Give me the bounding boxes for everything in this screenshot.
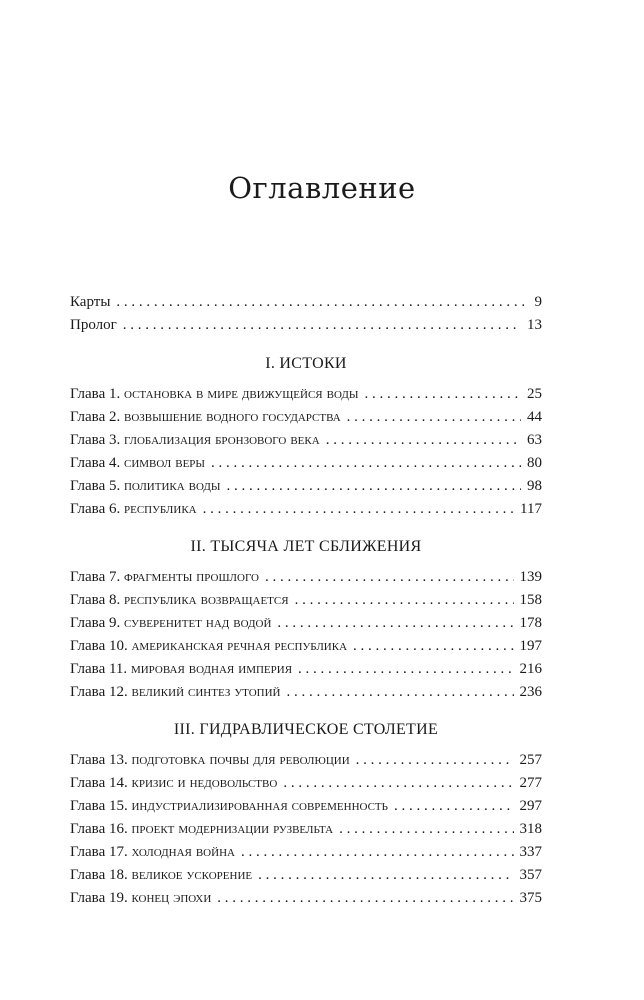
chapter-title: мировая водная империя bbox=[130, 660, 293, 677]
chapter-number: Глава 19. bbox=[70, 890, 128, 906]
toc-page-number: 80 bbox=[527, 455, 542, 471]
toc-entry-label bbox=[70, 843, 235, 861]
toc-entry-label: Карты bbox=[70, 294, 111, 310]
part-heading: II. ТЫСЯЧА ЛЕТ СБЛИЖЕНИЯ bbox=[190, 538, 422, 555]
toc-entry-chapter bbox=[70, 591, 542, 614]
chapter-number: Глава 18. bbox=[70, 867, 128, 883]
dot-leader bbox=[123, 317, 521, 334]
toc-entry-chapter bbox=[70, 774, 542, 797]
toc-entry-chapter bbox=[70, 866, 542, 889]
toc-entry-chapter bbox=[70, 797, 542, 820]
chapter-number: Глава 3. bbox=[70, 432, 121, 448]
chapter-title: символ веры bbox=[123, 454, 206, 471]
toc-entry-label bbox=[70, 614, 271, 632]
page-title: Оглавление bbox=[228, 171, 416, 206]
toc-entry-label bbox=[70, 568, 259, 586]
dot-leader bbox=[277, 615, 513, 632]
chapter-title: республика возвращается bbox=[123, 591, 289, 608]
toc-entry-label bbox=[70, 797, 388, 815]
chapter-number: Глава 12. bbox=[70, 684, 128, 700]
dot-leader bbox=[364, 386, 521, 403]
chapter-title: остановка в мире движущейся воды bbox=[123, 385, 359, 402]
chapter-title: подготовка почвы для революции bbox=[131, 751, 350, 768]
dot-leader bbox=[353, 638, 513, 655]
toc-page-number: 357 bbox=[519, 867, 542, 883]
chapter-title: индустриализированная современность bbox=[131, 797, 388, 814]
toc-entry-label bbox=[70, 500, 197, 518]
chapter-title: великое ускорение bbox=[131, 866, 253, 883]
chapter-number: Глава 10. bbox=[70, 638, 128, 654]
toc-entry-label bbox=[70, 820, 333, 838]
dot-leader bbox=[258, 867, 513, 884]
toc-entry-label bbox=[70, 454, 205, 472]
toc-page-number: 297 bbox=[519, 798, 542, 814]
chapter-title: фрагменты прошлого bbox=[123, 568, 259, 585]
chapter-number: Глава 9. bbox=[70, 615, 121, 631]
toc-entry-chapter bbox=[70, 683, 542, 706]
toc-entry-label bbox=[70, 431, 320, 449]
chapter-title: политика воды bbox=[123, 477, 221, 494]
chapter-title: глобализация бронзового века bbox=[123, 431, 320, 448]
toc-page-number: 98 bbox=[527, 478, 542, 494]
chapter-number: Глава 4. bbox=[70, 455, 121, 471]
toc-entry-label: Пролог bbox=[70, 317, 117, 333]
dot-leader bbox=[116, 294, 528, 311]
toc-entry-chapter bbox=[70, 660, 542, 683]
dot-leader bbox=[295, 592, 514, 609]
toc-page-number: 25 bbox=[527, 386, 542, 402]
dot-leader bbox=[347, 409, 521, 426]
chapter-number: Глава 6. bbox=[70, 501, 121, 517]
toc-entry-label bbox=[70, 477, 221, 495]
toc-entry-label bbox=[70, 591, 289, 609]
chapter-title: возвышение водного государства bbox=[123, 408, 341, 425]
toc-entry-chapter bbox=[70, 614, 542, 637]
toc-entry-chapter bbox=[70, 568, 542, 591]
chapter-title: проект модернизации рузвельта bbox=[131, 820, 334, 837]
dot-leader bbox=[339, 821, 513, 838]
toc-entry-label bbox=[70, 866, 252, 884]
dot-leader bbox=[265, 569, 514, 586]
chapter-title: американская речная республика bbox=[131, 637, 348, 654]
toc-entry-label bbox=[70, 774, 277, 792]
toc-page-number: 44 bbox=[527, 409, 542, 425]
toc-page-number: 337 bbox=[519, 844, 542, 860]
dot-leader bbox=[217, 890, 513, 907]
dot-leader bbox=[356, 752, 514, 769]
toc-entry-label bbox=[70, 385, 358, 403]
chapter-number: Глава 17. bbox=[70, 844, 128, 860]
toc-parts bbox=[70, 352, 542, 912]
toc-entry-maps bbox=[70, 294, 542, 317]
toc-page-number: 139 bbox=[519, 569, 542, 585]
chapter-number: Глава 2. bbox=[70, 409, 121, 425]
toc-page-number: 277 bbox=[519, 775, 542, 791]
table-of-contents bbox=[70, 294, 542, 912]
dot-leader bbox=[298, 661, 513, 678]
toc-page-number: 158 bbox=[519, 592, 542, 608]
toc-entry-chapter bbox=[70, 637, 542, 660]
toc-page-number: 9 bbox=[534, 294, 542, 310]
chapter-number: Глава 16. bbox=[70, 821, 128, 837]
dot-leader bbox=[203, 501, 514, 518]
toc-page-number: 63 bbox=[527, 432, 542, 448]
chapter-title: кризис и недовольство bbox=[131, 774, 278, 791]
toc-page-number: 216 bbox=[519, 661, 542, 677]
toc-entry-chapter bbox=[70, 500, 542, 523]
toc-entry-chapter bbox=[70, 889, 542, 912]
toc-entry-prologue bbox=[70, 317, 542, 340]
toc-entry-chapter bbox=[70, 408, 542, 431]
toc-entry-label bbox=[70, 751, 350, 769]
toc-entry-chapter bbox=[70, 385, 542, 408]
chapter-number: Глава 15. bbox=[70, 798, 128, 814]
chapter-number: Глава 14. bbox=[70, 775, 128, 791]
toc-entry-label bbox=[70, 889, 211, 907]
dot-leader bbox=[286, 684, 513, 701]
toc-entry-chapter bbox=[70, 820, 542, 843]
chapter-title: конец эпохи bbox=[131, 889, 212, 906]
toc-page-number: 13 bbox=[527, 317, 542, 333]
chapter-title: республика bbox=[123, 500, 197, 517]
toc-entry-chapter bbox=[70, 843, 542, 866]
toc-page-number: 178 bbox=[519, 615, 542, 631]
chapter-title: великий синтез утопий bbox=[131, 683, 281, 700]
part-heading: III. ГИДРАВЛИЧЕСКОЕ СТОЛЕТИЕ bbox=[173, 721, 439, 738]
toc-page-number: 257 bbox=[519, 752, 542, 768]
chapter-number: Глава 11. bbox=[70, 661, 128, 677]
toc-page-number: 117 bbox=[520, 501, 542, 517]
dot-leader bbox=[227, 478, 521, 495]
dot-leader bbox=[241, 844, 514, 861]
chapter-number: Глава 5. bbox=[70, 478, 121, 494]
toc-entry-chapter bbox=[70, 454, 542, 477]
chapter-number: Глава 7. bbox=[70, 569, 121, 585]
toc-entry-chapter bbox=[70, 477, 542, 500]
dot-leader bbox=[283, 775, 513, 792]
chapter-title: суверенитет над водой bbox=[123, 614, 272, 631]
chapter-number: Глава 13. bbox=[70, 752, 128, 768]
toc-entry-label bbox=[70, 408, 341, 426]
dot-leader bbox=[394, 798, 514, 815]
toc-entry-chapter bbox=[70, 431, 542, 454]
toc-page-number: 375 bbox=[519, 890, 542, 906]
toc-page-number: 197 bbox=[519, 638, 542, 654]
toc-entry-chapter bbox=[70, 751, 542, 774]
chapter-title: холодная война bbox=[131, 843, 235, 860]
toc-entry-label bbox=[70, 683, 280, 701]
toc-entry-label bbox=[70, 660, 292, 678]
toc-page-number: 236 bbox=[519, 684, 542, 700]
toc-entry-label bbox=[70, 637, 347, 655]
toc-page-number: 318 bbox=[519, 821, 542, 837]
dot-leader bbox=[211, 455, 521, 472]
dot-leader bbox=[326, 432, 521, 449]
chapter-number: Глава 8. bbox=[70, 592, 121, 608]
part-heading: I. ИСТОКИ bbox=[265, 355, 347, 372]
chapter-number: Глава 1. bbox=[70, 386, 121, 402]
